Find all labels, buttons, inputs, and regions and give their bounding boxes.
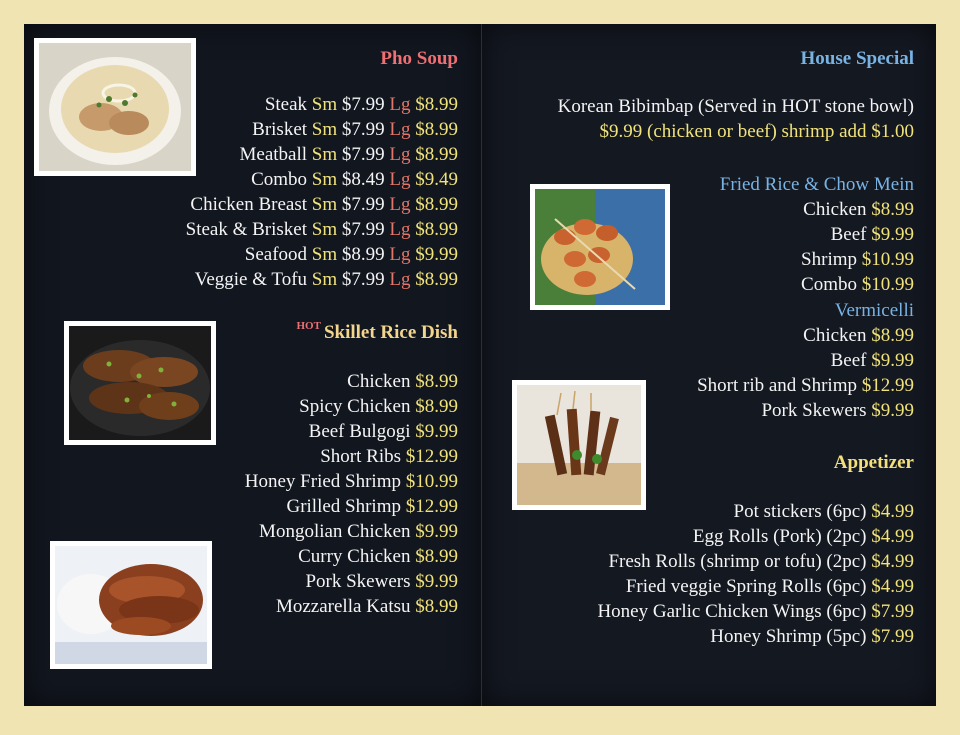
- item-name: Short Ribs: [320, 446, 401, 467]
- item-price: $7.99: [871, 601, 914, 622]
- fried-rice-heading: Fried Rice & Chow Mein: [719, 174, 914, 195]
- item-price: $8.99: [415, 371, 458, 392]
- item-price: $8.99: [415, 144, 458, 165]
- item-name: Chicken: [803, 199, 867, 220]
- skillet-title: Skillet Rice Dish: [323, 322, 458, 343]
- menu-row: [597, 601, 914, 623]
- menu-row: [320, 446, 458, 468]
- house-special-price-line: $9.99 (chicken or beef) shrimp add $1.00: [599, 121, 914, 142]
- appetizer-list: [484, 501, 914, 651]
- item-name: Shrimp: [801, 249, 857, 270]
- item-name: Steak: [264, 94, 308, 115]
- item-name: Honey Garlic Chicken Wings (6pc): [597, 601, 867, 622]
- menu-row: [347, 371, 458, 393]
- grilled-meat-photo: [50, 541, 212, 669]
- size-label: Lg: [389, 244, 411, 265]
- menu-row: [276, 596, 458, 618]
- menu-row: [195, 269, 458, 291]
- item-price: $4.99: [871, 551, 914, 572]
- item-price: $8.49: [341, 169, 385, 190]
- menu-row: [831, 350, 914, 372]
- appetizer-heading: Appetizer: [833, 452, 914, 473]
- item-price: $8.99: [415, 596, 458, 617]
- item-price: $7.99: [871, 626, 914, 647]
- item-price: $8.99: [415, 546, 458, 567]
- item-price: $7.99: [341, 94, 385, 115]
- item-price: $7.99: [341, 144, 385, 165]
- menu-row: [245, 244, 458, 266]
- item-name: Honey Fried Shrimp: [244, 471, 401, 492]
- menu-row: [697, 375, 914, 397]
- menu-row: [831, 224, 914, 246]
- item-price: $12.99: [405, 446, 458, 467]
- item-name: Curry Chicken: [298, 546, 411, 567]
- item-price: $9.99: [415, 244, 458, 265]
- size-label: Sm: [311, 194, 338, 215]
- hot-label: HOT: [296, 320, 321, 332]
- pho-list: [38, 94, 458, 304]
- menu-row: [245, 471, 458, 493]
- item-price: $9.99: [871, 350, 914, 371]
- item-name: Beef: [830, 350, 867, 371]
- item-name: Fresh Rolls (shrimp or tofu) (2pc): [608, 551, 867, 572]
- size-label: Lg: [389, 119, 411, 140]
- item-name: Chicken: [803, 325, 867, 346]
- item-name: Combo: [251, 169, 308, 190]
- item-name: Beef: [830, 224, 867, 245]
- menu-row: [626, 576, 914, 598]
- item-price: $7.99: [341, 269, 385, 290]
- item-name: Combo: [801, 274, 857, 295]
- size-label: Sm: [311, 219, 338, 240]
- size-label: Lg: [389, 144, 411, 165]
- item-price: $9.49: [415, 169, 458, 190]
- skillet-heading: [296, 322, 458, 344]
- menu-row: [299, 396, 458, 418]
- item-name: Pork Skewers: [305, 571, 411, 592]
- menu-row: [286, 496, 458, 518]
- item-price: $12.99: [405, 496, 458, 517]
- size-label: Sm: [311, 244, 338, 265]
- menu-row: [305, 571, 458, 593]
- item-price: $8.99: [341, 244, 385, 265]
- house-special-heading: House Special: [800, 48, 914, 69]
- item-price: $10.99: [405, 471, 458, 492]
- item-name: Seafood: [244, 244, 308, 265]
- item-price: $10.99: [861, 274, 914, 295]
- item-name: Spicy Chicken: [299, 396, 411, 417]
- item-price: $10.99: [861, 249, 914, 270]
- menu-row: [693, 526, 914, 548]
- menu-row: [252, 119, 458, 141]
- size-label: Sm: [311, 269, 338, 290]
- size-label: Lg: [389, 94, 411, 115]
- item-name: Chicken: [347, 371, 411, 392]
- item-name: Pork Skewers: [761, 400, 867, 421]
- item-name: Beef Bulgogi: [308, 421, 411, 442]
- skewers-photo: [512, 380, 646, 510]
- fried-rice-list: [614, 199, 914, 299]
- item-name: Short rib and Shrimp: [697, 375, 857, 396]
- right-panel: [482, 24, 936, 706]
- item-name: Meatball: [239, 144, 308, 165]
- item-price: $12.99: [861, 375, 914, 396]
- menu-row: [803, 199, 914, 221]
- item-price: $8.99: [415, 396, 458, 417]
- item-name: Veggie & Tofu: [194, 269, 308, 290]
- size-label: Lg: [389, 169, 411, 190]
- item-price: $4.99: [871, 501, 914, 522]
- item-price: $8.99: [415, 94, 458, 115]
- house-special-line: Korean Bibimbap (Served in HOT stone bowl): [557, 96, 914, 117]
- size-label: Sm: [311, 144, 338, 165]
- size-label: Sm: [311, 119, 338, 140]
- item-name: Honey Shrimp (5pc): [710, 626, 867, 647]
- menu-row: [240, 144, 459, 166]
- item-price: $7.99: [341, 194, 385, 215]
- size-label: Lg: [389, 219, 411, 240]
- size-label: Sm: [311, 169, 338, 190]
- item-price: $8.99: [871, 325, 914, 346]
- item-name: Mongolian Chicken: [259, 521, 411, 542]
- item-price: $9.99: [415, 421, 458, 442]
- menu-row: [734, 501, 914, 523]
- item-price: $8.99: [415, 119, 458, 140]
- item-price: $8.99: [415, 194, 458, 215]
- item-price: $9.99: [415, 571, 458, 592]
- menu-row: [186, 219, 458, 241]
- left-panel: [24, 24, 482, 706]
- item-price: $4.99: [871, 526, 914, 547]
- menu-row: [761, 400, 914, 422]
- item-price: $9.99: [871, 224, 914, 245]
- item-name: Mozzarella Katsu: [275, 596, 411, 617]
- menu-row: [259, 521, 458, 543]
- item-price: $9.99: [871, 400, 914, 421]
- item-name: Grilled Shrimp: [286, 496, 401, 517]
- size-label: Lg: [389, 269, 411, 290]
- menu-row: [298, 546, 458, 568]
- menu-row: [251, 169, 458, 191]
- size-label: Lg: [389, 194, 411, 215]
- menu-row: [309, 421, 458, 443]
- item-price: $9.99: [415, 521, 458, 542]
- menu-row: [710, 626, 914, 648]
- menu-row: [608, 551, 914, 573]
- menu-row: [801, 274, 914, 296]
- item-name: Chicken Breast: [190, 194, 308, 215]
- menu-row: [803, 325, 914, 347]
- item-price: $4.99: [871, 576, 914, 597]
- vermicelli-list: [614, 325, 914, 425]
- item-name: Fried veggie Spring Rolls (6pc): [625, 576, 867, 597]
- vermicelli-heading: Vermicelli: [834, 300, 914, 321]
- item-price: $7.99: [341, 119, 385, 140]
- item-name: Egg Rolls (Pork) (2pc): [692, 526, 867, 547]
- menu-row: [190, 194, 458, 216]
- item-name: Steak & Brisket: [185, 219, 308, 240]
- size-label: Sm: [311, 94, 338, 115]
- menu-row: [265, 94, 458, 116]
- menu-row: [801, 249, 914, 271]
- item-name: Pot stickers (6pc): [733, 501, 867, 522]
- item-name: Brisket: [252, 119, 308, 140]
- item-price: $7.99: [341, 219, 385, 240]
- pho-heading: Pho Soup: [380, 48, 458, 69]
- item-price: $8.99: [871, 199, 914, 220]
- item-price: $8.99: [415, 219, 458, 240]
- item-price: $8.99: [415, 269, 458, 290]
